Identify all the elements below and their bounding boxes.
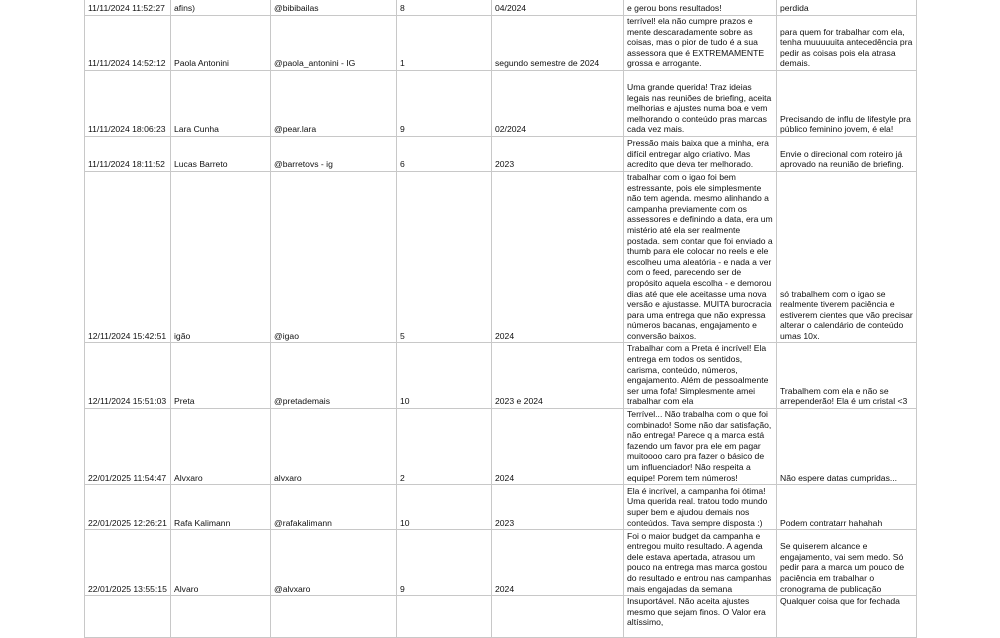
score-cell[interactable]: 1 <box>397 16 492 71</box>
responses-table <box>84 0 917 638</box>
advice-cell[interactable]: Se quiserem alcance e engajamento, vai sem medo. Só pedir para a marca um pouco de paciência em trabalhar o cronograma de publicação <box>777 530 917 596</box>
name-cell[interactable]: Lucas Barreto <box>171 136 271 171</box>
advice-cell[interactable]: Trabalhem com ela e não se arrependerão! Ela é um cristal <3 <box>777 343 917 409</box>
score-cell[interactable]: 5 <box>397 171 492 343</box>
advice-cell[interactable]: Qualquer coisa que for fechada <box>777 596 917 638</box>
feedback-cell[interactable]: Pressão mais baixa que a minha, era difícil entregar algo criativo. Mas acredito que deva ter melhorado. <box>624 136 777 171</box>
table-row <box>85 596 917 638</box>
table-row <box>85 409 917 485</box>
timestamp-cell[interactable]: 12/11/2024 15:51:03 <box>85 343 171 409</box>
handle-cell[interactable]: @bibibailas <box>271 0 397 16</box>
name-cell[interactable]: Preta <box>171 343 271 409</box>
score-cell[interactable]: 8 <box>397 0 492 16</box>
timestamp-cell[interactable]: 11/11/2024 11:52:27 <box>85 0 171 16</box>
feedback-cell[interactable]: Trabalhar com a Preta é incrível! Ela entrega em todos os sentidos, carisma, conteúdo, números, engajamento. Além de pessoalmente ser uma fofa! Simplesmente amei trabalhar com ela <box>624 343 777 409</box>
period-cell[interactable]: 04/2024 <box>492 0 624 16</box>
handle-cell[interactable]: @rafakalimann <box>271 485 397 530</box>
spreadsheet <box>84 0 916 638</box>
score-cell[interactable]: 10 <box>397 485 492 530</box>
timestamp-cell[interactable]: 22/01/2025 13:55:15 <box>85 530 171 596</box>
score-cell[interactable]: 9 <box>397 530 492 596</box>
timestamp-cell[interactable]: 12/11/2024 15:42:51 <box>85 171 171 343</box>
table-row <box>85 136 917 171</box>
timestamp-cell[interactable] <box>85 596 171 638</box>
feedback-cell[interactable]: Ela é incrível, a campanha foi ótima! Uma querida real. tratou todo mundo super bem e ajudou demais nos conteúdos. Tava sempre disposta :) <box>624 485 777 530</box>
handle-cell[interactable]: @igao <box>271 171 397 343</box>
advice-cell[interactable]: Não espere datas cumpridas... <box>777 409 917 485</box>
name-cell[interactable]: Alvaro <box>171 530 271 596</box>
timestamp-cell[interactable]: 11/11/2024 14:52:12 <box>85 16 171 71</box>
feedback-cell[interactable]: Insuportável. Não aceita ajustes mesmo que sejam finos. O Valor era altíssimo, <box>624 596 777 638</box>
score-cell[interactable]: 9 <box>397 70 492 136</box>
handle-cell[interactable]: @pretademais <box>271 343 397 409</box>
handle-cell[interactable]: alvxaro <box>271 409 397 485</box>
advice-cell[interactable]: só trabalhem com o igao se realmente tiverem paciência e estiverem cientes que vão precisar alterar o calendário de conteúdo umas 10x. <box>777 171 917 343</box>
handle-cell[interactable] <box>271 596 397 638</box>
period-cell[interactable]: 2023 e 2024 <box>492 343 624 409</box>
score-cell[interactable] <box>397 596 492 638</box>
name-cell[interactable]: Rafa Kalimann <box>171 485 271 530</box>
feedback-cell[interactable]: e gerou bons resultados! <box>624 0 777 16</box>
advice-cell[interactable]: perdida <box>777 0 917 16</box>
timestamp-cell[interactable]: 11/11/2024 18:11:52 <box>85 136 171 171</box>
table-row <box>85 485 917 530</box>
feedback-cell[interactable]: terrível! ela não cumpre prazos e mente descaradamente sobre as coisas, mas o pior de tudo é a sua assessora que é EXTREMAMENTE grossa e arrogante. <box>624 16 777 71</box>
feedback-cell[interactable]: trabalhar com o igao foi bem estressante, pois ele simplesmente não tem agenda. mesmo alinhando a campanha previamente com os assessores e definindo a data, era um mistério até ela ser realmente postada. sem contar que foi enviado a thumb para ele colocar no reels e ele escolheu uma aleatória - e nada a ver com o feed, parecendo ser de propósito aquela escolha - e demorou dias até que ele aceitasse uma nova versão e ajustasse. MUITA burocracia para uma entrega que não expressa números bacanas, engajamento e conversão baixos. <box>624 171 777 343</box>
period-cell[interactable]: 2024 <box>492 409 624 485</box>
name-cell[interactable]: Lara Cunha <box>171 70 271 136</box>
feedback-cell[interactable]: Uma grande querida! Traz ideias legais nas reuniões de briefing, aceita melhorias e ajustes numa boa e vem melhorando o conteúdo pras marcas cada vez mais. <box>624 70 777 136</box>
period-cell[interactable] <box>492 596 624 638</box>
handle-cell[interactable]: @barretovs - ig <box>271 136 397 171</box>
name-cell[interactable]: Paola Antonini <box>171 16 271 71</box>
table-row <box>85 70 917 136</box>
period-cell[interactable]: segundo semestre de 2024 <box>492 16 624 71</box>
timestamp-cell[interactable]: 22/01/2025 11:54:47 <box>85 409 171 485</box>
score-cell[interactable]: 10 <box>397 343 492 409</box>
feedback-cell[interactable]: Foi o maior budget da campanha e entregou muito resultado. A agenda dele estava apertada, atrasou um pouco na entrega mas marca gostou do resultado e entrou nas campanhas mais engajadas da semana <box>624 530 777 596</box>
score-cell[interactable]: 6 <box>397 136 492 171</box>
period-cell[interactable]: 2023 <box>492 136 624 171</box>
score-cell[interactable]: 2 <box>397 409 492 485</box>
timestamp-cell[interactable]: 22/01/2025 12:26:21 <box>85 485 171 530</box>
handle-cell[interactable]: @pear.lara <box>271 70 397 136</box>
table-row <box>85 171 917 343</box>
name-cell[interactable] <box>171 596 271 638</box>
period-cell[interactable]: 2024 <box>492 530 624 596</box>
advice-cell[interactable]: Precisando de influ de lifestyle pra público feminino jovem, é ela! <box>777 70 917 136</box>
advice-cell[interactable]: Podem contratarr hahahah <box>777 485 917 530</box>
name-cell[interactable]: Alvxaro <box>171 409 271 485</box>
table-row <box>85 343 917 409</box>
table-row <box>85 0 917 16</box>
period-cell[interactable]: 2023 <box>492 485 624 530</box>
timestamp-cell[interactable]: 11/11/2024 18:06:23 <box>85 70 171 136</box>
feedback-cell[interactable]: Terrível... Não trabalha com o que foi combinado! Some não dar satisfação, não entrega! Parece q a marca está fazendo um favor pra ele em pagar muitoooo caro pra fazer o básico de um influenciador! Não respeita a equipe! Porem tem números! <box>624 409 777 485</box>
table-row <box>85 16 917 71</box>
handle-cell[interactable]: @alvxaro <box>271 530 397 596</box>
advice-cell[interactable]: Envie o direcional com roteiro já aprovado na reunião de briefing. <box>777 136 917 171</box>
table-row <box>85 530 917 596</box>
period-cell[interactable]: 2024 <box>492 171 624 343</box>
advice-cell[interactable]: para quem for trabalhar com ela, tenha muuuuuita antecedência pra pedir as coisas pois ela atrasa demais. <box>777 16 917 71</box>
handle-cell[interactable]: @paola_antonini - IG <box>271 16 397 71</box>
name-cell[interactable]: igão <box>171 171 271 343</box>
period-cell[interactable]: 02/2024 <box>492 70 624 136</box>
name-cell[interactable]: afins) <box>171 0 271 16</box>
